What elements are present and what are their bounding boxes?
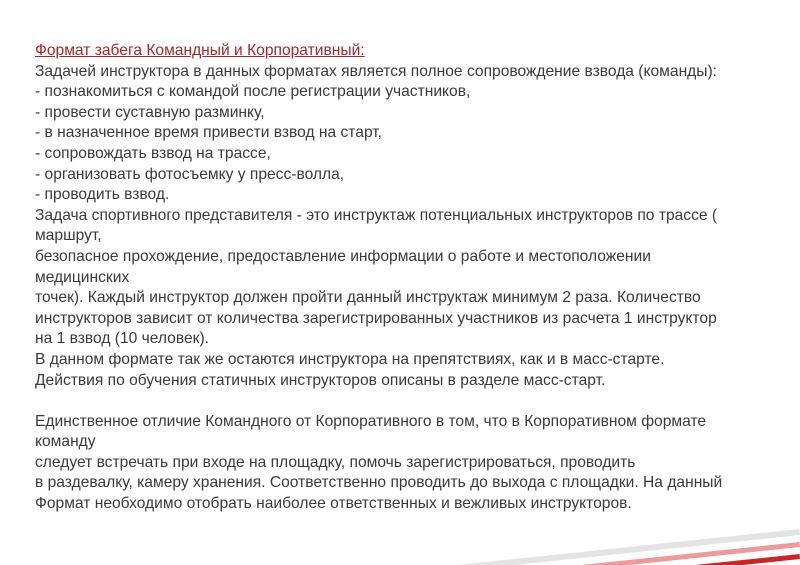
text-line: инструкторов зависит от количества зарегистрированных участников из расчета 1 инструктор (35, 309, 717, 327)
text-line: - познакомиться с командой после регистрации участников, (35, 83, 471, 101)
text-line: Действия по обучения статичных инструкторов описаны в разделе масс-старт. (35, 371, 606, 389)
text-line: в раздевалку, камеру хранения. Соответственно проводить до выхода с площадки. На данный (35, 474, 723, 492)
text-line: команду (35, 433, 96, 451)
text-line: Единственное отличие Командного от Корпоративного в том, что в Корпоративном формате (35, 412, 707, 430)
slide-text-body (35, 41, 785, 515)
text-line: В данном формате так же остаются инструктора на препятствиях, как и в масс-старте. (35, 350, 665, 368)
stripe-gray (262, 529, 800, 565)
text-line: - провести суставную разминку, (35, 103, 265, 121)
text-line: на 1 взвод (10 человек). (35, 330, 209, 348)
text-line: Формат необходимо отобрать наиболее ответственных и вежливых инструкторов. (35, 495, 632, 513)
text-line: следует встречать при входе на площадку, помочь зарегистрироваться, проводить (35, 453, 636, 471)
paragraph-gap (35, 391, 785, 412)
text-line: - проводить взвод. (35, 186, 170, 204)
text-line: - организовать фотосъемку у пресс-волла, (35, 165, 345, 183)
text-line: - сопровождать взвод на трассе, (35, 144, 271, 162)
text-line: Задачей инструктора в данных форматах является полное сопровождение взвода (команды): (35, 62, 718, 80)
text-line: точек). Каждый инструктор должен пройти данный инструктаж минимум 2 раза. Количество (35, 289, 701, 307)
text-line: безопасное прохождение, предоставление информации о работе и местоположении (35, 247, 651, 265)
text-line: - в назначенное время привести взвод на старт, (35, 124, 383, 142)
text-line: медицинских (35, 268, 130, 286)
text-line: Задача спортивного представителя - это инструктаж потенциальных инструкторов по трассе ( (35, 206, 718, 224)
section-heading: Формат забега Командный и Корпоративный: (35, 42, 365, 59)
text-line: маршрут, (35, 227, 102, 245)
decorative-corner-stripes (240, 505, 800, 565)
